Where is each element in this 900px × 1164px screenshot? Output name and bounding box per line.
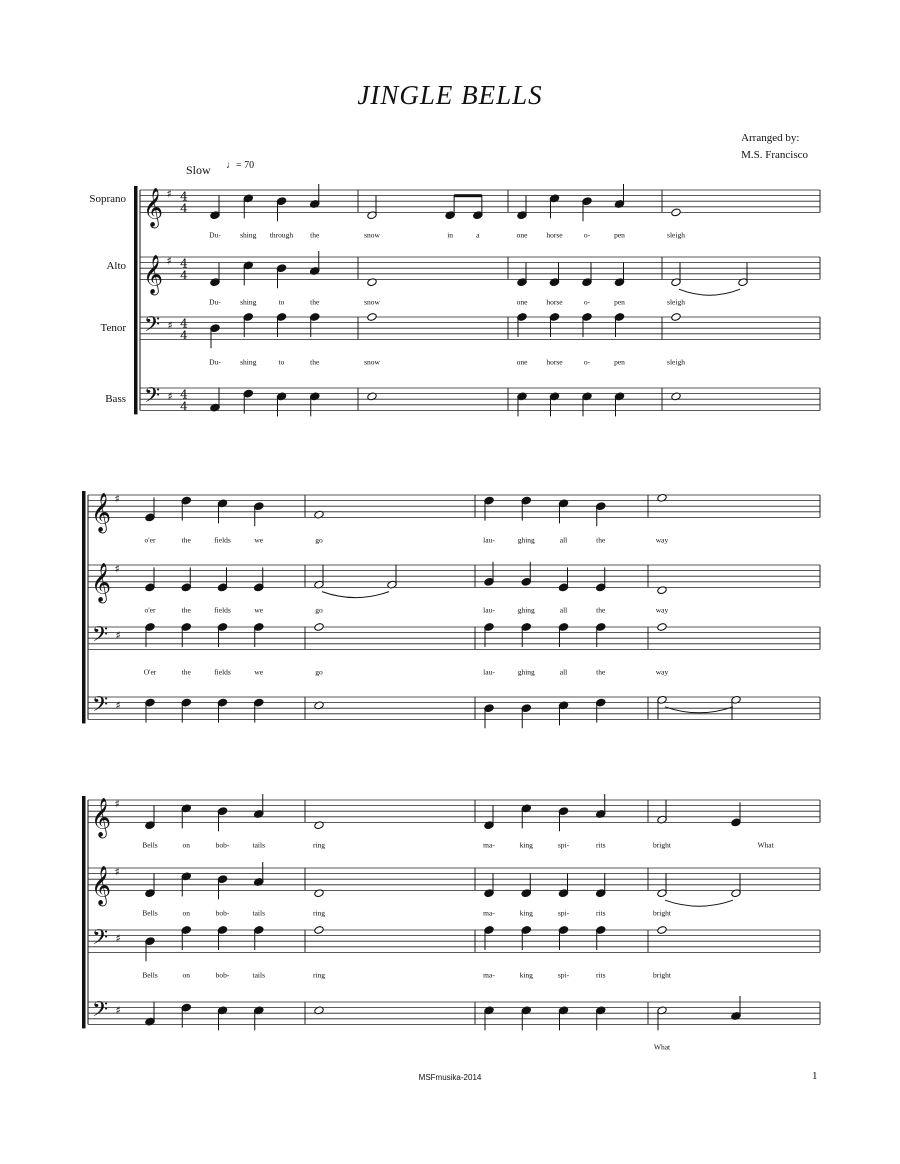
voice-label-soprano: Soprano <box>89 193 126 205</box>
key-signature-sharp: ♯ <box>114 562 120 576</box>
lyric-syllable: tails <box>252 908 265 918</box>
lyric-syllable: lau- <box>483 667 495 677</box>
treble-clef: 𝄞 <box>90 562 112 603</box>
lyric-syllable: tails <box>252 840 265 850</box>
lyric-syllable: horse <box>546 357 563 367</box>
tie <box>322 592 389 598</box>
lyric-syllable: fields <box>214 667 231 677</box>
key-signature-sharp: ♯ <box>166 254 172 268</box>
arranger-name: M.S. Francisco <box>741 149 808 161</box>
lyric-syllable: all <box>559 667 568 677</box>
bass-clef: 𝄢 <box>143 382 161 412</box>
lyric-syllable: sleigh <box>667 297 685 307</box>
key-signature-sharp: ♯ <box>114 865 120 879</box>
lyric-syllable: bright <box>653 840 671 850</box>
lyric-syllable: the <box>310 230 320 240</box>
lyric-syllable: all <box>559 605 568 615</box>
key-signature-sharp: ♯ <box>114 797 120 811</box>
bass-clef: 𝄢 <box>91 691 109 721</box>
lyric-syllable: way <box>655 535 669 545</box>
lyric-syllable: sleigh <box>667 357 685 367</box>
lyric-syllable: snow <box>364 357 380 367</box>
notehead <box>671 208 681 217</box>
system-bracket <box>82 491 86 723</box>
metronome-mark: ♩= 70 <box>226 160 255 171</box>
lyric-syllable: king <box>519 908 533 918</box>
treble-clef: 𝄞 <box>142 254 164 295</box>
lyric-syllable: the <box>181 667 191 677</box>
lyric-syllable: Bells <box>142 970 158 980</box>
lyric-syllable: on <box>182 840 190 850</box>
lyric-syllable: bright <box>653 970 671 980</box>
lyric-syllable: pen <box>614 357 625 367</box>
notehead <box>314 623 324 632</box>
key-signature-sharp: ♯ <box>115 698 121 712</box>
lyric-syllable: through <box>269 230 294 240</box>
lyric-syllable: way <box>655 605 669 615</box>
lyric-syllable: lau- <box>483 605 495 615</box>
lyric-syllable: sleigh <box>667 230 685 240</box>
lyric-syllable: to <box>278 297 285 307</box>
lyric-syllable: pen <box>614 297 625 307</box>
lyric-syllable: fields <box>214 605 231 615</box>
lyric-syllable: rits <box>595 970 606 980</box>
lyric-syllable: king <box>519 970 533 980</box>
key-signature-sharp: ♯ <box>167 389 173 403</box>
lyric-syllable: o'er <box>144 605 156 615</box>
voice-label-bass: Bass <box>105 393 126 405</box>
lyric-syllable: bob- <box>215 970 230 980</box>
lyric-syllable: What <box>757 840 774 850</box>
time-signature-top: 4 <box>180 387 188 402</box>
lyric-syllable: o- <box>583 230 591 240</box>
lyric-syllable: What <box>653 1042 671 1052</box>
lyric-syllable: Bells <box>142 908 158 918</box>
lyric-syllable: lau- <box>483 535 495 545</box>
lyric-syllable: ghing <box>517 535 535 545</box>
lyric-syllable: ma- <box>483 908 495 918</box>
lyric-syllable: on <box>182 908 190 918</box>
system-bracket <box>134 186 138 414</box>
lyric-syllable: horse <box>546 297 563 307</box>
lyric-syllable: a <box>476 230 480 240</box>
key-signature-sharp: ♯ <box>166 187 172 201</box>
lyric-syllable: bob- <box>215 840 230 850</box>
voice-label-alto: Alto <box>106 260 126 272</box>
notehead <box>314 926 324 935</box>
key-signature-sharp: ♯ <box>115 628 121 642</box>
tie <box>679 289 740 295</box>
bass-clef: 𝄢 <box>143 311 161 341</box>
time-signature-top: 4 <box>180 189 188 204</box>
time-signature-bottom: 4 <box>180 328 188 343</box>
key-signature-sharp: ♯ <box>114 492 120 506</box>
lyric-syllable: all <box>559 535 568 545</box>
bass-clef: 𝄢 <box>91 621 109 651</box>
key-signature-sharp: ♯ <box>115 931 121 945</box>
lyric-syllable: we <box>254 667 264 677</box>
tie <box>665 900 733 906</box>
lyric-syllable: o'er <box>144 535 156 545</box>
lyric-syllable: in <box>447 230 454 240</box>
tie <box>665 707 733 713</box>
treble-clef: 𝄞 <box>90 797 112 838</box>
lyric-syllable: snow <box>364 297 380 307</box>
time-signature-top: 4 <box>180 256 188 271</box>
lyric-syllable: way <box>655 667 669 677</box>
time-signature-top: 4 <box>180 316 188 331</box>
lyric-syllable: ghing <box>517 667 535 677</box>
arranger-label: Arranged by: <box>741 132 800 144</box>
bass-clef: 𝄢 <box>91 996 109 1026</box>
lyric-syllable: go <box>315 535 323 545</box>
lyric-syllable: one <box>516 230 528 240</box>
lyric-syllable: o- <box>583 297 591 307</box>
score-title: JINGLE BELLS <box>357 80 543 110</box>
lyric-syllable: ghing <box>517 605 535 615</box>
lyric-syllable: spi- <box>557 840 570 850</box>
lyric-syllable: spi- <box>557 908 570 918</box>
lyric-syllable: horse <box>546 230 563 240</box>
lyric-syllable: the <box>596 535 606 545</box>
treble-clef: 𝄞 <box>90 492 112 533</box>
lyric-syllable: pen <box>614 230 625 240</box>
lyric-syllable: spi- <box>557 970 570 980</box>
lyric-syllable: tails <box>252 970 265 980</box>
key-signature-sharp: ♯ <box>167 318 173 332</box>
footer-credit: MSFmusika-2014 <box>418 1073 482 1082</box>
lyric-syllable: Du- <box>209 357 221 367</box>
notehead <box>657 926 667 935</box>
lyric-syllable: ma- <box>483 840 495 850</box>
time-signature-bottom: 4 <box>180 399 188 414</box>
lyric-syllable: go <box>315 667 323 677</box>
lyric-syllable: the <box>596 667 606 677</box>
tempo-label: Slow <box>186 163 211 177</box>
time-signature-bottom: 4 <box>180 268 188 283</box>
lyric-syllable: ring <box>312 840 326 850</box>
notehead <box>671 313 681 322</box>
beam <box>454 194 482 197</box>
lyric-syllable: ring <box>312 970 326 980</box>
lyric-syllable: Du- <box>209 297 221 307</box>
lyric-syllable: to <box>278 357 285 367</box>
notehead <box>657 623 667 632</box>
lyric-syllable: shing <box>240 297 257 307</box>
key-signature-sharp: ♯ <box>115 1003 121 1017</box>
lyric-syllable: the <box>181 535 191 545</box>
lyric-syllable: the <box>310 357 320 367</box>
lyric-syllable: o- <box>583 357 591 367</box>
lyric-syllable: the <box>181 605 191 615</box>
page-number: 1 <box>812 1070 818 1082</box>
lyric-syllable: bright <box>653 908 671 918</box>
lyric-syllable: bob- <box>215 908 230 918</box>
lyric-syllable: Bells <box>142 840 158 850</box>
treble-clef: 𝄞 <box>142 187 164 228</box>
lyric-syllable: rits <box>595 908 606 918</box>
notehead <box>367 313 377 322</box>
system-bracket <box>82 796 86 1028</box>
lyric-syllable: fields <box>214 535 231 545</box>
lyric-syllable: Du- <box>209 230 221 240</box>
lyric-syllable: go <box>315 605 323 615</box>
lyric-syllable: rits <box>595 840 606 850</box>
lyric-syllable: one <box>516 357 528 367</box>
voice-label-tenor: Tenor <box>100 322 126 334</box>
bass-clef: 𝄢 <box>91 924 109 954</box>
lyric-syllable: ring <box>312 908 326 918</box>
lyric-syllable: one <box>516 297 528 307</box>
time-signature-bottom: 4 <box>180 201 188 216</box>
treble-clef: 𝄞 <box>90 865 112 906</box>
lyric-syllable: snow <box>364 230 380 240</box>
lyric-syllable: the <box>310 297 320 307</box>
lyric-syllable: ma- <box>483 970 495 980</box>
lyric-syllable: the <box>596 605 606 615</box>
lyric-syllable: shing <box>240 357 257 367</box>
lyric-syllable: shing <box>240 230 257 240</box>
lyric-syllable: on <box>182 970 190 980</box>
lyric-syllable: we <box>254 605 264 615</box>
lyric-syllable: we <box>254 535 264 545</box>
lyric-syllable: O'er <box>143 667 157 677</box>
lyric-syllable: king <box>519 840 533 850</box>
